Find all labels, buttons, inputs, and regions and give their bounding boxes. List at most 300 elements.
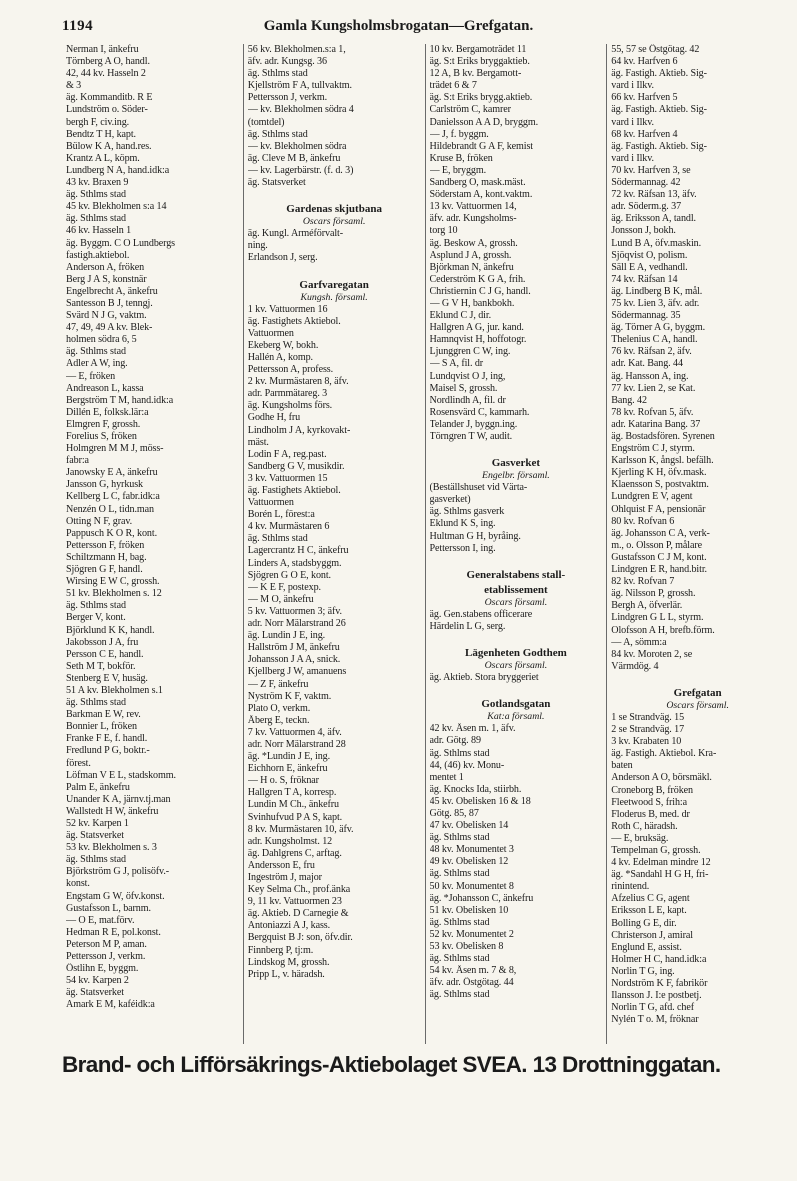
directory-entry: Söderstam A, kont.vaktm.: [429, 189, 533, 201]
directory-entry: 42, 44 kv. Hasseln 2: [66, 68, 146, 80]
directory-entry: Bülow K A, hand.res.: [66, 140, 152, 152]
directory-entry: 42 kv. Åsen m. 1, äfv.: [429, 723, 516, 735]
directory-entry: äg. Statsverket: [66, 987, 124, 999]
directory-entry: Pripp L, v. häradsh.: [247, 968, 325, 980]
directory-entry: äg. Nilsson P, grossh.: [611, 588, 696, 600]
directory-entry: Andreason L, kassa: [66, 382, 144, 394]
directory-entry: 55, 57 se Östgötag. 42: [611, 44, 700, 55]
street-heading: Gasverket: [491, 457, 540, 470]
directory-entry: äfv. adr. Östgötag. 44: [429, 977, 514, 989]
directory-entry: adr. Norr Mälarstrand 28: [247, 738, 346, 750]
directory-entry: Ingeström J, major: [247, 872, 322, 883]
directory-entry: Nerman I, änkefru: [66, 44, 139, 55]
directory-entry: äg. Sthlms stad: [66, 189, 126, 201]
street-heading: Garfvaregatan: [299, 278, 369, 291]
directory-entry: äg. S:t Eriks brygg.aktieb.: [429, 92, 533, 104]
directory-entry: — M O, änkefru: [247, 593, 314, 605]
directory-entry: äg. Dahlgrens C, arftag.: [247, 847, 342, 859]
directory-entry: Asplund J A, grossh.: [429, 249, 512, 261]
directory-entry: Plato O, verkm.: [247, 702, 311, 714]
directory-entry: Johansson J A A, snick.: [247, 654, 341, 666]
directory-entry: Kjerling K H, öfv.mask.: [611, 467, 707, 479]
directory-entry: Kjellström F A, tullvaktm.: [247, 80, 352, 92]
directory-entry: äg. Sthlms stad: [429, 989, 490, 1001]
directory-entry: 9, 11 kv. Vattuormen 23: [247, 896, 342, 908]
directory-entry: Lundström o. Söder-: [66, 104, 148, 116]
directory-entry: Götg. 85, 87: [429, 807, 479, 819]
directory-entry: 10 kv. Bergamoträdet 11: [429, 44, 527, 55]
directory-entry: äg. Johansson C A, verk-: [611, 527, 710, 539]
directory-entry: äg. Fastigh. Aktieb. Sig-: [611, 140, 707, 152]
directory-entry: 84 kv. Moroten 2, se: [611, 648, 693, 660]
directory-entry: Jonsson J, bokh.: [611, 225, 676, 237]
directory-entry: Hedman R E, pol.konst.: [66, 926, 161, 938]
directory-entry: äg. Kungl. Arméförvalt-: [247, 228, 343, 240]
directory-entry: förest.: [66, 757, 91, 769]
directory-entry: äg. Fastighets Aktiebol.: [247, 485, 341, 496]
directory-entry: Gustafsson C J M, kont.: [611, 551, 707, 563]
directory-entry: Sandberg G V, musikdir.: [247, 460, 345, 472]
directory-entry: 4 kv. Murmästaren 6: [247, 521, 330, 533]
directory-entry: Klaensson S, postvaktm.: [611, 479, 709, 491]
directory-entry: Norlin T G, afd. chef: [611, 1002, 694, 1014]
directory-entry: Floderus B, med. dr: [611, 808, 690, 820]
directory-entry: 3 kv. Vattuormen 15: [247, 472, 328, 484]
column-3: [425, 44, 607, 1044]
directory-entry: Nyström K F, vaktm.: [247, 690, 332, 702]
directory-entry: Vattuormen: [247, 327, 294, 339]
directory-entry: Wallstedt H W, änkefru: [66, 805, 159, 817]
directory-entry: Hildebrandt G A F, kemist: [429, 140, 534, 152]
directory-entry: [430, 633, 603, 645]
directory-entry: äg. Statsverket: [247, 177, 306, 189]
directory-entry: 46 kv. Hasseln 1: [66, 225, 132, 237]
directory-entry: Schiltzmann H, bag.: [66, 551, 147, 563]
directory-entry: 4 kv. Edelman mindre 12: [611, 857, 711, 869]
column-2: [243, 44, 425, 1044]
directory-entry: äg. Statsverket: [66, 830, 124, 842]
directory-entry: Nordlindh A, fil. dr: [429, 394, 506, 406]
directory-entry: 3 kv. Krabaten 10: [611, 736, 682, 748]
directory-entry: gasverket): [429, 494, 471, 506]
directory-entry: — S A, fil. dr: [429, 358, 484, 370]
directory-entry: 47 kv. Obelisken 14: [429, 820, 509, 832]
directory-entry: Lundqvist O J, ing,: [429, 370, 506, 382]
directory-entry: Telander J, byggn.ing.: [429, 418, 518, 430]
directory-entry: Svärd N J G, vaktm.: [66, 310, 147, 322]
directory-entry: — kv. Blekholmen södra 4: [247, 104, 354, 116]
directory-entry: äg. Törner A G, byggm.: [611, 322, 706, 334]
directory-entry: Sjöqvist O, polism.: [611, 249, 688, 261]
directory-entry: 1 se Strandväg. 15: [611, 711, 685, 723]
directory-entry: äg. Kungsholms förs.: [247, 400, 333, 412]
directory-entry: Maisel S, grossh.: [429, 382, 498, 394]
directory-entry: äg. Sthlms stad: [429, 868, 490, 880]
directory-entry: 53 kv. Blekholmen s. 3: [66, 842, 157, 854]
directory-entry: Christiernin C J G, handl.: [429, 285, 531, 297]
directory-entry: Olofsson A H, brefb.förm.: [611, 624, 715, 636]
directory-entry: äg. Eriksson A, tandl.: [611, 213, 696, 225]
directory-entry: 68 kv. Harfven 4: [611, 128, 678, 140]
directory-entry: Antoniazzi A J, kass.: [247, 920, 331, 932]
directory-entry: Borén L, förest:a: [247, 509, 315, 521]
directory-entry: Hallgren T A, korresp.: [247, 787, 337, 799]
directory-entry: Eklund C J, dir.: [429, 310, 491, 322]
directory-entry: 12 A, B kv. Bergamott-: [429, 68, 522, 80]
directory-entry: äg. Sthlms stad: [429, 953, 490, 965]
directory-entry: äg. *Johansson C, änkefru: [429, 892, 534, 904]
directory-entry: 76 kv. Räfsan 2, äfv.: [611, 346, 692, 358]
parish-label: Oscars församl.: [666, 699, 729, 711]
directory-entry: baten: [611, 760, 633, 772]
directory-entry: holmen södra 6, 5: [66, 334, 137, 346]
directory-entry: Dillén E, folksk.lär:a: [66, 406, 149, 418]
directory-entry: Lindskog M, grossh.: [247, 956, 330, 968]
directory-entry: [611, 673, 784, 685]
directory-entry: (tomtdel): [247, 116, 285, 128]
street-heading: Lägenheten Godthem: [465, 647, 567, 660]
directory-entry: Stenberg E V, husäg.: [66, 672, 148, 684]
directory-entry: adr. Parmmätareg. 3: [247, 388, 328, 400]
directory-entry: Pettersson I, ing.: [429, 542, 496, 554]
directory-entry: 52 kv. Monumentet 2: [429, 928, 514, 940]
directory-entry: 70 kv. Harfven 3, se: [611, 164, 691, 176]
directory-entry: Ilansson J. I:e postbetj.: [611, 990, 702, 1002]
directory-entry: 1 kv. Vattuormen 16: [247, 303, 328, 315]
directory-entry: Wirsing E W C, grossh.: [66, 576, 160, 588]
directory-entry: 54 kv. Karpen 2: [66, 975, 129, 987]
directory-entry: äg. Fastigh. Aktiebol. Kra-: [611, 748, 717, 760]
directory-entry: 64 kv. Harfven 6: [611, 56, 678, 68]
directory-entry: Holmgren M M J, möss-: [66, 443, 164, 455]
directory-entry: äg. Fastigh. Aktieb. Sig-: [611, 104, 707, 116]
directory-entry: äg. Bostadsfören. Syrenen: [611, 431, 715, 442]
directory-entry: äg. Beskow A, grossh.: [429, 237, 518, 249]
footer-advertisement: Brand- och Lifförsäkrings-Aktiebolaget SVEA. 13 Drottninggatan.: [62, 1052, 721, 1077]
parish-label: Kat:a församl.: [487, 711, 545, 723]
directory-entry: Härdelin L G, serg.: [429, 620, 506, 632]
directory-entry: Törnberg A O, handl.: [66, 56, 150, 68]
directory-entry: — H o. S, fröknar: [247, 775, 319, 787]
directory-entry: Jansson G, hyrkusk: [66, 479, 143, 491]
directory-entry: Värmdög. 4: [611, 660, 659, 672]
directory-entry: Persson C E, handl.: [66, 648, 144, 660]
directory-entry: Bergquist B J: son, öfv.dir.: [247, 932, 353, 944]
directory-entry: Nenzén O L, tidn.man: [66, 503, 154, 515]
directory-entry: Adler A W, ing.: [66, 358, 128, 370]
directory-entry: äg. Sthlms stad: [66, 600, 126, 612]
directory-entry: Sjögren G F, handl.: [66, 564, 143, 576]
directory-entry: Otting N F, grav.: [66, 515, 133, 527]
directory-entry: Rosensvärd C, kammarh.: [429, 406, 530, 418]
directory-entry: 44, (46) kv. Monu-: [429, 759, 505, 771]
directory-entry: Karlsson K, ångsl. befälh.: [611, 455, 714, 467]
directory-entry: rinintend.: [611, 881, 650, 893]
directory-entry: Santesson B J, tenngj.: [66, 297, 153, 309]
directory-entry: vard i Ilkv.: [611, 152, 654, 164]
directory-entry: äg. Lindberg B K, mål.: [611, 285, 703, 297]
directory-entry: Roth C, häradsh.: [611, 820, 678, 832]
directory-entry: Krantz A L, köpm.: [66, 152, 140, 164]
directory-entry: 53 kv. Obelisken 8: [429, 941, 504, 952]
directory-entry: Englund E, assist.: [611, 941, 682, 953]
column-1: [62, 44, 243, 1044]
directory-entry: Erlandson J, serg.: [247, 252, 318, 264]
parish-label: Oscars församl.: [302, 216, 366, 228]
directory-entry: — A, sömm:a: [611, 636, 667, 648]
directory-entry: 75 kv. Lien 3, äfv. adr.: [611, 297, 700, 309]
directory-entry: äg. Hansson A, ing.: [611, 370, 689, 382]
directory-entry: 2 se Strandväg. 17: [611, 724, 685, 736]
directory-entry: äg. Byggm. C O Lundbergs: [66, 237, 176, 249]
directory-entry: Löfman V E L, stadskomm.: [66, 769, 176, 781]
directory-entry: Pettersson A, profess.: [247, 364, 334, 376]
directory-entry: Cederström K G A, frih.: [429, 273, 526, 285]
street-heading: Generalstabens stall-: [466, 568, 566, 581]
directory-entry: Croneborg B, fröken: [611, 784, 693, 796]
directory-entry: 45 kv. Obelisken 16 & 18: [429, 795, 531, 807]
directory-entry: Södermannag. 42: [611, 177, 681, 189]
directory-entry: Godhe H, fru: [247, 412, 301, 424]
page-number: 1194: [62, 18, 94, 34]
directory-entry: Fredlund P G, boktr.-: [66, 745, 150, 757]
directory-entry: vard i Ilkv.: [611, 80, 654, 92]
directory-entry: Lundberg N A, hand.idk:a: [66, 164, 170, 176]
directory-entry: Sandberg O, mask.mäst.: [429, 177, 526, 189]
directory-entry: Lund B A, öfv.maskin.: [611, 237, 702, 249]
directory-entry: Thelenius C A, handl.: [611, 334, 698, 346]
directory-entry: Bergh A, öfverlär.: [611, 600, 683, 612]
directory-entry: Lindgren G L L, styrm.: [611, 612, 704, 624]
directory-entry: Key Selma Ch., prof.änka: [247, 884, 351, 896]
directory-entry: Unander K A, järnv.tj.man: [66, 793, 171, 805]
directory-entry: Kruse B, fröken: [429, 152, 493, 164]
directory-entry: mentet 1: [429, 771, 464, 783]
directory-entry: äg. Fastigh. Aktieb. Sig-: [611, 68, 707, 80]
directory-entry: Svinhufvud P A S, kapt.: [247, 811, 343, 823]
directory-entry: äg. Sthlms stad: [66, 346, 126, 358]
directory-entry: — G V H, bankbokh.: [429, 297, 515, 309]
directory-entry: fastigh.aktiebol.: [66, 249, 130, 261]
directory-entry: Eichhorn E, änkefru: [247, 763, 328, 775]
directory-entry: Jakobsson J A, fru: [66, 636, 139, 648]
directory-entry: Holmer H C, hand.idk:a: [611, 953, 707, 965]
directory-entry: Tempelman G, grossh.: [611, 845, 701, 856]
parish-label: Engelbr. församl.: [481, 470, 550, 482]
directory-entry: Fleetwood S, frih:a: [611, 796, 688, 808]
directory-entry: Bergström T M, hand.idk:a: [66, 394, 174, 406]
directory-entry: Linders A, stadsbyggm.: [247, 557, 342, 569]
directory-entry: Christerson J, amiral: [611, 929, 693, 941]
directory-entry: 82 kv. Rofvan 7: [611, 576, 675, 588]
directory-entry: Pettersson F, fröken: [66, 539, 145, 551]
directory-entry: Anderson A, fröken: [66, 261, 145, 273]
directory-entry: torg 10: [429, 225, 458, 237]
directory-entry: Lundin M Ch., änkefru: [247, 799, 340, 811]
street-heading: Gardenas skjutbana: [286, 203, 382, 216]
directory-entry: Andersson E, fru: [247, 859, 315, 871]
directory-entry: adr. Norr Mälarstrand 26: [247, 618, 346, 630]
directory-entry: Peterson M P, aman.: [66, 938, 147, 950]
directory-entry: äg. Fastighets Aktiebol.: [247, 315, 341, 327]
directory-entry: [430, 684, 603, 696]
directory-entry: 74 kv. Räfsan 14: [611, 273, 678, 285]
directory-entry: Hallström J M, änkefru: [247, 642, 340, 654]
directory-entry: 56 kv. Blekholmen.s:a 1,: [247, 44, 346, 55]
directory-entry: Eklund K S, ing.: [429, 518, 496, 530]
directory-entry: Forelius S, fröken: [66, 431, 137, 442]
directory-entry: 5 kv. Vattuormen 3; äfv.: [247, 605, 342, 617]
parish-label: Oscars församl.: [484, 660, 548, 672]
directory-entry: 72 kv. Räfsan 13, äfv.: [611, 189, 697, 201]
directory-entry: Sjögren G O E, kont.: [247, 569, 331, 581]
directory-entry: — E, bruksäg.: [611, 832, 669, 844]
directory-entry: äg. *Lundin J E, ing.: [247, 751, 331, 763]
directory-entry: äg. Sthlms gasverk: [429, 506, 505, 518]
directory-entry: Björklund K K, handl.: [66, 624, 155, 636]
directory-entry: äfv. adr. Kungsholms-: [429, 213, 517, 225]
directory-entry: — kv. Lagerbärstr. (f. d. 3): [247, 164, 354, 176]
directory-entry: Lindholm J A, kyrkovakt-: [247, 424, 351, 436]
street-heading: etablissement: [484, 583, 548, 596]
directory-entry: Hultman G H, byråing.: [429, 530, 521, 542]
directory-entry: Afzelius C G, agent: [611, 893, 690, 905]
directory-entry: adr. Söderm.g. 37: [611, 201, 682, 213]
directory-entry: Finnberg P, tj:m.: [247, 944, 314, 956]
directory-entry: Franke F E, f. handl.: [66, 733, 148, 745]
directory-entry: & 3: [66, 80, 82, 92]
directory-entry: 51 A kv. Blekholmen s.1: [66, 684, 163, 696]
directory-columns: [62, 44, 788, 1044]
directory-entry: Åberg E, teckn.: [247, 714, 310, 726]
directory-entry: Pappusch K O R, kont.: [66, 527, 157, 539]
directory-entry: Hallén A, komp.: [247, 351, 313, 363]
directory-entry: äg. Sthlms stad: [429, 832, 490, 844]
directory-entry: äg. S:t Eriks bryggaktieb.: [429, 56, 530, 68]
directory-entry: 7 kv. Vattuormen 4, äfv.: [247, 726, 342, 738]
directory-entry: 2 kv. Murmästaren 8, äfv.: [247, 376, 349, 388]
directory-entry: Hallgren A G, jur. kand.: [429, 322, 524, 334]
directory-entry: 77 kv. Lien 2, se Kat.: [611, 382, 696, 394]
directory-entry: 80 kv. Rofvan 6: [611, 515, 675, 527]
directory-entry: Törngren T W, audit.: [429, 431, 513, 442]
directory-entry: Elmgren F, grossh.: [66, 418, 141, 430]
directory-entry: Engström C J, styrm.: [611, 443, 695, 455]
directory-entry: Lundgren E V, agent: [611, 491, 693, 503]
street-heading: Grefgatan: [673, 686, 722, 699]
column-4: [606, 44, 788, 1044]
directory-entry: 45 kv. Blekholmen s:a 14: [66, 201, 167, 213]
directory-entry: Norlin T G, ing.: [611, 965, 675, 977]
directory-entry: — O E, mat.förv.: [66, 914, 135, 926]
directory-entry: adr. Kat. Bang. 44: [611, 358, 683, 370]
directory-entry: (Beställshuset vid Värta-: [429, 482, 528, 494]
directory-entry: Ekeberg W, bokh.: [247, 339, 319, 351]
directory-entry: mäst.: [247, 436, 269, 448]
directory-entry: 52 kv. Karpen 1: [66, 818, 129, 829]
directory-entry: fabr:a: [66, 455, 89, 467]
directory-entry: 49 kv. Obelisken 12: [429, 856, 509, 868]
directory-entry: 51 kv. Obelisken 10: [429, 904, 509, 916]
directory-entry: Nordström K F, fabrikör: [611, 978, 708, 990]
directory-entry: äg. Sthlms stad: [66, 854, 126, 866]
directory-entry: Danielsson A A D, bryggm.: [429, 116, 539, 128]
directory-entry: [248, 189, 421, 201]
directory-entry: Lagercrantz H C, änkefru: [247, 545, 349, 557]
directory-entry: Berg J A S, konstnär: [66, 273, 147, 285]
directory-entry: Carlström C, kamrer: [429, 104, 511, 116]
directory-entry: Pettersson J, verkm.: [247, 92, 328, 104]
directory-entry: äg. Sthlms stad: [247, 68, 308, 80]
directory-entry: äg. Sthlms stad: [247, 533, 308, 545]
directory-entry: 48 kv. Monumentet 3: [429, 844, 514, 856]
directory-entry: äg. Knocks Ida, stiirbh.: [429, 783, 522, 795]
directory-entry: Södermannag. 35: [611, 310, 681, 322]
directory-entry: — K E F, postexp.: [247, 581, 321, 593]
directory-entry: 54 kv. Åsen m. 7 & 8,: [429, 965, 517, 977]
directory-entry: Bonnier L, fröken: [66, 721, 137, 733]
directory-entry: Bendtz T H, kapt.: [66, 128, 136, 140]
directory-entry: äg. Cleve M B, änkefru: [247, 152, 341, 164]
directory-entry: 8 kv. Murmästaren 10, äfv.: [247, 823, 354, 835]
directory-entry: 47, 49, 49 A kv. Blek-: [66, 322, 153, 334]
directory-entry: Vattuormen: [247, 497, 294, 509]
directory-entry: Engstam G W, öfv.konst.: [66, 890, 165, 902]
directory-entry: äg. Sthlms stad: [66, 213, 126, 225]
directory-entry: 43 kv. Braxen 9: [66, 177, 129, 189]
directory-entry: konst.: [66, 878, 90, 890]
directory-entry: 50 kv. Monumentet 8: [429, 880, 514, 892]
directory-entry: 51 kv. Blekholmen s. 12: [66, 588, 162, 600]
page-title: Gamla Kungsholmsbrogatan—Grefgatan.: [263, 18, 534, 34]
directory-entry: [248, 265, 421, 277]
directory-entry: äg. Sthlms stad: [66, 697, 126, 709]
directory-entry: — E, bryggm.: [429, 164, 487, 176]
directory-entry: ning.: [247, 240, 268, 252]
directory-entry: Palm E, änkefru: [66, 781, 130, 793]
directory-entry: [430, 443, 603, 455]
directory-entry: Ohlquist F A, pensionär: [611, 503, 706, 515]
directory-entry: Berger V, kont.: [66, 612, 126, 624]
directory-entry: — J, f. byggm.: [429, 128, 489, 140]
directory-entry: Gustafsson L, barnm.: [66, 902, 151, 914]
directory-entry: adr. Kungsholmst. 12: [247, 835, 333, 847]
directory-entry: Seth M T, bokför.: [66, 660, 136, 672]
directory-entry: Bang. 42: [611, 394, 647, 406]
directory-entry: äg. Aktieb. Stora bryggeriet: [429, 672, 539, 684]
directory-entry: — Z F, änkefru: [247, 678, 309, 690]
directory-entry: Engelbrecht A, änkefru: [66, 285, 158, 297]
directory-entry: Kellberg L C, fabr.idk:a: [66, 491, 160, 503]
directory-entry: Pettersson J, verkm.: [66, 951, 146, 963]
directory-entry: Lindgren E R, hand.bitr.: [611, 564, 707, 576]
directory-entry: äg. Sthlms stad: [429, 747, 490, 759]
directory-entry: Hamnqvist H, hoffotogr.: [429, 334, 527, 346]
directory-entry: äg. Aktieb. D Carnegie &: [247, 908, 349, 920]
street-heading: Gotlandsgatan: [481, 698, 551, 711]
directory-entry: adr. Katarina Bang. 37: [611, 418, 701, 430]
directory-entry: Barkman E W, rev.: [66, 709, 141, 721]
directory-entry: Amark E M, kaféidk:a: [66, 999, 155, 1011]
directory-entry: äg. Gen.stabens officerare: [429, 608, 533, 620]
directory-entry: [430, 555, 603, 567]
directory-entry: Bolling G E, dir.: [611, 917, 677, 929]
directory-entry: — E, fröken: [66, 370, 116, 382]
directory-entry: äg. Kommanditb. R E: [66, 92, 153, 104]
directory-entry: Janowsky E A, änkefru: [66, 467, 158, 479]
directory-entry: Säll E A, vedhandl.: [611, 261, 688, 273]
directory-entry: Anderson A O, börsmäkl.: [611, 772, 712, 784]
